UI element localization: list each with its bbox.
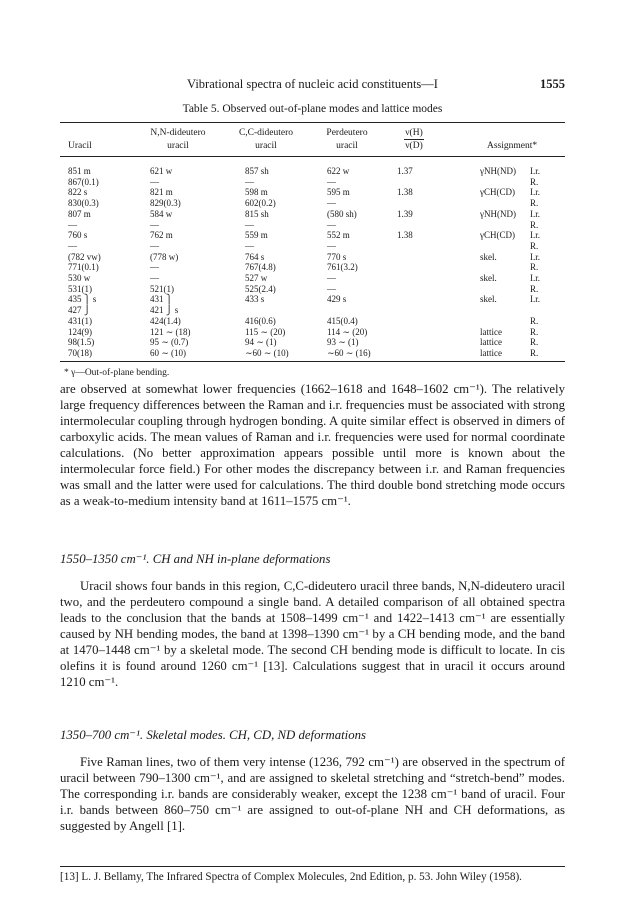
cell-technique: R. [530,240,539,251]
section-heading-1 [60,551,565,567]
cell-uracil: 867(0.1) [68,176,99,187]
cell-perdeutero: — [327,240,336,251]
cell-perdeutero: 415(0.4) [327,315,358,326]
cell-cc-dideutero: 598 m [245,187,268,198]
cell-uracil: 807 m [68,208,91,219]
cell-technique: R. [530,347,539,358]
cell-nn-dideutero: 431 ⎫ [150,294,173,305]
cell-uracil: 830(0.3) [68,198,99,209]
cell-uracil: 822 s [68,187,88,198]
reference-13: [13] L. J. Bellamy, The Infrared Spectra of Complex Molecules, 2nd Edition, p. 53. John Wiley (1958). [60,871,522,883]
cell-nn-dideutero: — [150,273,159,283]
paragraph-2: Uracil shows four bands in this region, C,C-dideutero uracil three bands, N,N-dideutero uracil two, and the perdeutero compound a single band. A detailed comparison of all obtained spectra leads to the conclusion that the bands at 1508–1499 cm⁻¹ and 1422–1413 cm⁻¹ are essentially caused by NH bending modes, the band at 1398–1390 cm⁻¹ by a CH bending mode, and the band at 1470–1448 cm⁻¹ by a skeletal mode. The second CH bending mode is difficult to locate. In cis olefins it is found around 1260 cm⁻¹ [13]. Calculations suggest that in uracil it occurs around 1210 cm⁻¹. [60,579,565,689]
cell-nn-dideutero: 762 m [150,230,173,241]
cell-uracil: 435 ⎫ s [68,294,97,305]
cell-technique: R. [530,262,539,273]
cell-nn-dideutero: 121 ∼ (18) [150,326,191,337]
cell-perdeutero: — [327,283,336,294]
cell-uracil: 98(1.5) [68,337,95,348]
cell-perdeutero: 429 s [327,294,347,305]
header-ratio-numerator: ν(H) [405,128,423,138]
cell-uracil: 427 ⎭ [68,305,91,316]
cell-cc-dideutero: 433 s [245,294,265,305]
cell-mode: skel. [480,294,497,305]
cell-perdeutero: — [327,176,336,187]
cell-perdeutero: (580 sh) [327,208,357,219]
running-title: Vibrational spectra of nucleic acid constituents—I [187,77,438,91]
header-uracil: Uracil [68,141,92,151]
cell-cc-dideutero: 602(0.2) [245,198,276,209]
cell-technique: R. [530,198,539,209]
cell-cc-dideutero: 416(0.6) [245,315,276,326]
section-1-title: CH and NH in-plane deformations [152,552,331,566]
table-top-rule [60,122,565,123]
cell-perdeutero: 552 m [327,230,350,241]
cell-uracil: — [68,240,77,251]
cell-uracil: (782 vw) [68,251,101,262]
cell-mode: γCH(CD) [480,187,515,198]
cell-cc-dideutero: — [245,219,254,230]
cell-mode: γNH(ND) [480,166,516,176]
header-assignment: Assignment* [487,141,538,151]
cell-mode: γNH(ND) [480,208,516,219]
cell-mode: skel. [480,251,497,262]
cell-cc-dideutero: 857 sh [245,166,269,176]
table-bottom-rule [60,361,565,362]
cell-mode: lattice [480,347,502,358]
cell-perdeutero: ∼60 ∼ (16) [327,347,371,358]
running-head [60,77,565,93]
cell-technique: I.r. [530,251,540,262]
cell-nn-dideutero: 421 ⎭ s [150,305,179,316]
cell-nn-dideutero: 60 ∼ (10) [150,347,187,358]
cell-mode: γCH(CD) [480,230,515,241]
cell-perdeutero: 114 ∼ (20) [327,326,368,337]
cell-uracil: 771(0.1) [68,262,99,273]
cell-technique: I.r. [530,208,540,219]
page-number: 1555 [540,77,565,91]
cell-perdeutero: — [327,198,336,209]
cell-ratio: 1.37 [397,166,413,176]
cell-cc-dideutero: 767(4.8) [245,262,276,273]
cell-cc-dideutero: — [245,240,254,251]
cell-nn-dideutero: 424(1.4) [150,315,181,326]
cell-perdeutero: 761(3.2) [327,262,358,273]
cell-technique: I.r. [530,166,540,176]
header-per-line2: uracil [336,141,358,151]
cell-ratio: 1.39 [397,208,413,219]
cell-uracil: 70(18) [68,347,92,358]
header-nn-line1: N,N-dideutero [150,128,206,138]
cell-technique: R. [530,176,539,187]
header-nn-line2: uracil [167,141,189,151]
cell-mode: lattice [480,337,502,348]
cell-cc-dideutero: 815 sh [245,208,269,219]
cell-uracil: 124(9) [68,326,92,337]
cell-technique: R. [530,326,539,337]
cell-cc-dideutero: 115 ∼ (20) [245,326,286,337]
header-cc-line1: C,C-dideutero [238,128,294,138]
cell-perdeutero: 595 m [327,187,350,198]
cell-cc-dideutero: 764 s [245,251,265,262]
cell-perdeutero: 622 w [327,166,350,176]
cell-uracil: 431(1) [68,315,92,326]
cell-cc-dideutero: ∼60 ∼ (10) [245,347,289,358]
cell-nn-dideutero: — [150,262,159,273]
cell-perdeutero: 93 ∼ (1) [327,337,359,348]
reference-rule [60,866,565,867]
cell-ratio: 1.38 [397,230,413,241]
section-1-range: 1550–1350 cm⁻¹. [60,552,150,566]
section-2-range: 1350–700 cm⁻¹. [60,728,144,742]
cell-technique: I.r. [530,230,540,241]
cell-technique: R. [530,283,539,294]
cell-technique: I.r. [530,273,540,283]
cell-ratio: 1.38 [397,187,413,198]
table-footnote: * γ—Out-of-plane bending. [64,368,170,378]
cell-nn-dideutero: 95 ∼ (0.7) [150,337,189,348]
cell-nn-dideutero: (778 w) [150,251,179,262]
cell-perdeutero: 770 s [327,251,347,262]
cell-nn-dideutero: 621 w [150,166,173,176]
cell-uracil: 530 w [68,273,91,283]
cell-cc-dideutero: 559 m [245,230,268,241]
header-cc-line2: uracil [255,141,277,151]
cell-perdeutero: — [327,273,336,283]
cell-nn-dideutero: — [150,176,159,187]
cell-nn-dideutero: 521(1) [150,283,174,294]
cell-uracil: 851 m [68,166,91,176]
cell-mode: skel. [480,273,497,283]
cell-uracil: — [68,219,77,230]
cell-nn-dideutero: 829(0.3) [150,198,181,209]
cell-cc-dideutero: 94 ∼ (1) [245,337,277,348]
cell-technique: R. [530,219,539,230]
cell-technique: I.r. [530,187,540,198]
cell-technique: R. [530,315,539,326]
cell-technique: R. [530,337,539,348]
cell-uracil: 531(1) [68,283,92,294]
table-caption: Table 5. Observed out-of-plane modes and lattice modes [182,103,443,115]
table-header-rule [60,156,565,157]
section-2-title: Skeletal modes. CH, CD, ND deformations [146,728,366,742]
cell-mode: lattice [480,326,502,337]
cell-perdeutero: — [327,219,336,230]
cell-nn-dideutero: — [150,240,159,251]
cell-nn-dideutero: — [150,219,159,230]
cell-nn-dideutero: 821 m [150,187,173,198]
paragraph-3: Five Raman lines, two of them very intense (1236, 792 cm⁻¹) are observed in the spectrum of uracil between 790–1300 cm⁻¹, and are assigned to skeletal stretching and “stretch-bend” modes. The corresponding i.r. bands are considerably weaker, except the 1238 cm⁻¹ band of uracil. Four i.r. bands between 860–750 cm⁻¹ are assigned to out-of-plane NH and CH deformations, as suggested by Angell [1]. [60,755,565,833]
cell-nn-dideutero: 584 w [150,208,173,219]
paragraph-1: are observed at somewhat lower frequencies (1662–1618 and 1648–1602 cm⁻¹). The relatively large frequency differences between the Raman and i.r. frequencies must be associated with strong intermolecular coupling through hydrogen bonding. A quite similar effect is observed in dimers of carboxylic acids. The mean values of Raman and i.r. frequencies were used for normal coordinate calculations. (No better approximation appears possible until more is known about the intermolecular force field.) For other modes the discrepancy between i.r. and Raman frequencies was small and the latter were used for calculations. The third double bond stretching mode occurs as a weak-to-medium intensity band at 1611–1575 cm⁻¹. [60,382,565,508]
cell-cc-dideutero: 527 w [245,273,268,283]
cell-technique: I.r. [530,294,540,305]
cell-uracil: 760 s [68,230,88,241]
cell-cc-dideutero: 525(2.4) [245,283,276,294]
header-per-line1: Perdeutero [326,128,368,138]
header-ratio-denominator: ν(D) [405,141,423,151]
section-heading-2 [60,727,565,743]
cell-cc-dideutero: — [245,176,254,187]
